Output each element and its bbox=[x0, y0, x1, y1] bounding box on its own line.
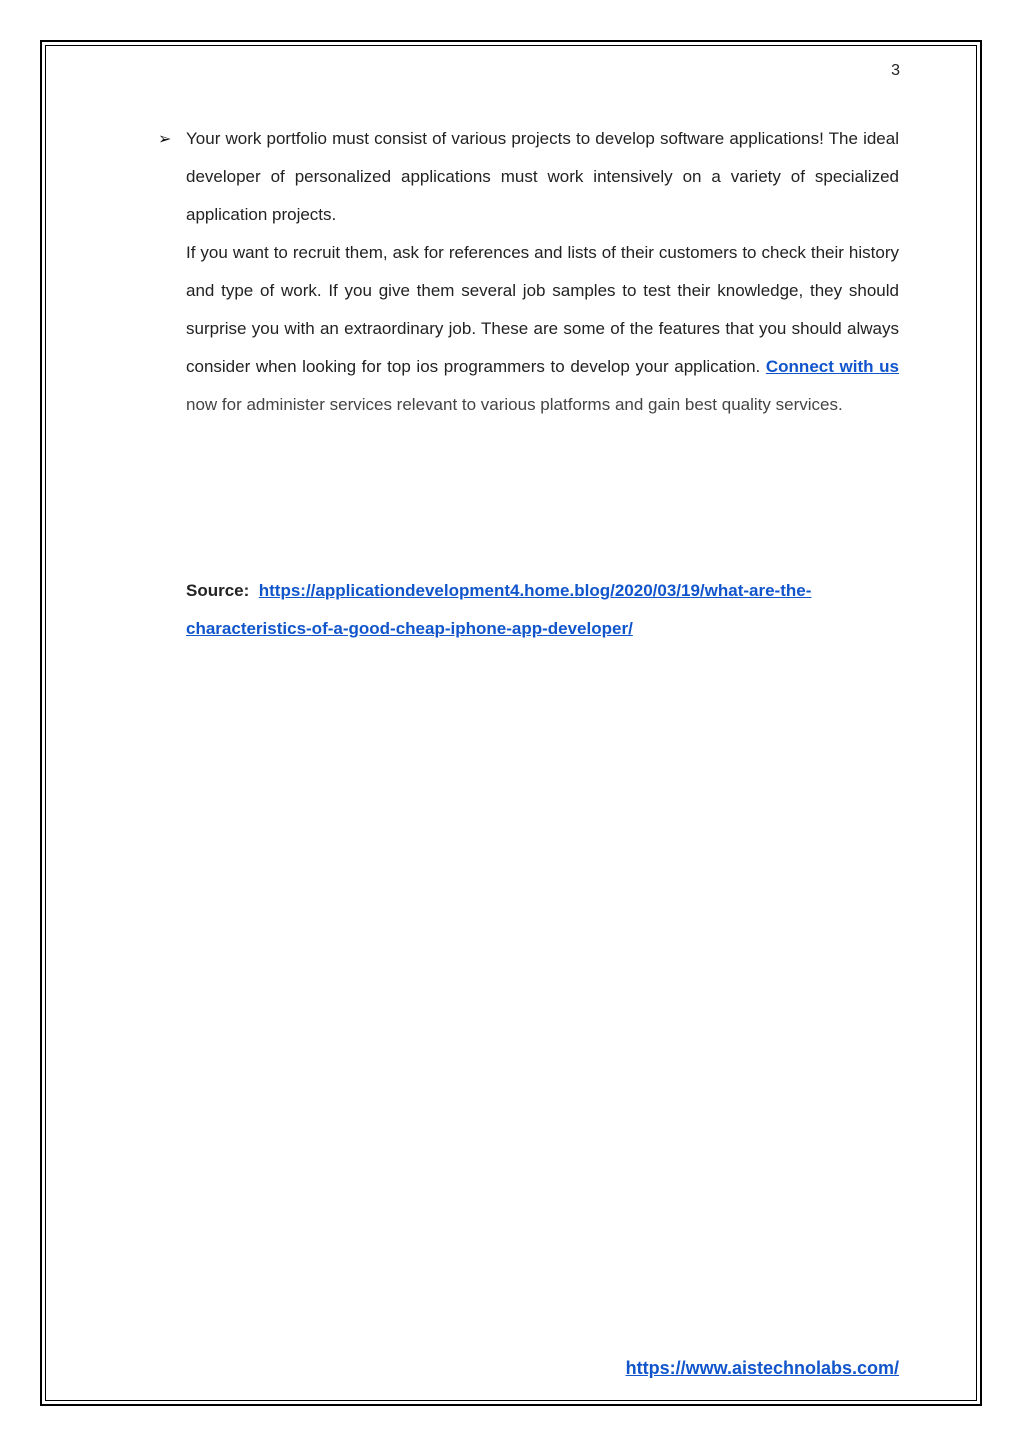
bullet-item bbox=[158, 120, 899, 234]
source-link[interactable]: https://applicationdevelopment4.home.blog/2020/03/19/what-are-the-characteristics-of-a-good-cheap-iphone-app-developer/ bbox=[186, 581, 812, 638]
recruit-paragraph bbox=[186, 234, 899, 424]
footer-website-link[interactable]: https://www.aistechnolabs.com/ bbox=[625, 1358, 899, 1378]
main-content bbox=[158, 120, 899, 424]
source-label: Source: bbox=[186, 581, 250, 600]
bullet-paragraph: Your work portfolio must consist of various projects to develop software applications! The ideal developer of personalized applications must work intensively on a variety of specialized application projects. bbox=[186, 129, 899, 224]
recruit-text: If you want to recruit them, ask for references and lists of their customers to check their history and type of work. If you give them several job samples to test their knowledge, they should surprise you with an extraordinary job. These are some of the features that you should always consider when looking for top ios programmers to develop your application. bbox=[186, 243, 899, 376]
source-line bbox=[186, 572, 899, 648]
arrow-bullet-icon: ➢ bbox=[158, 129, 172, 148]
connect-with-us-link[interactable]: Connect with us bbox=[765, 357, 899, 376]
page-number: 3 bbox=[891, 62, 900, 79]
services-text: now for administer services relevant to various platforms and gain best quality services. bbox=[186, 395, 843, 414]
